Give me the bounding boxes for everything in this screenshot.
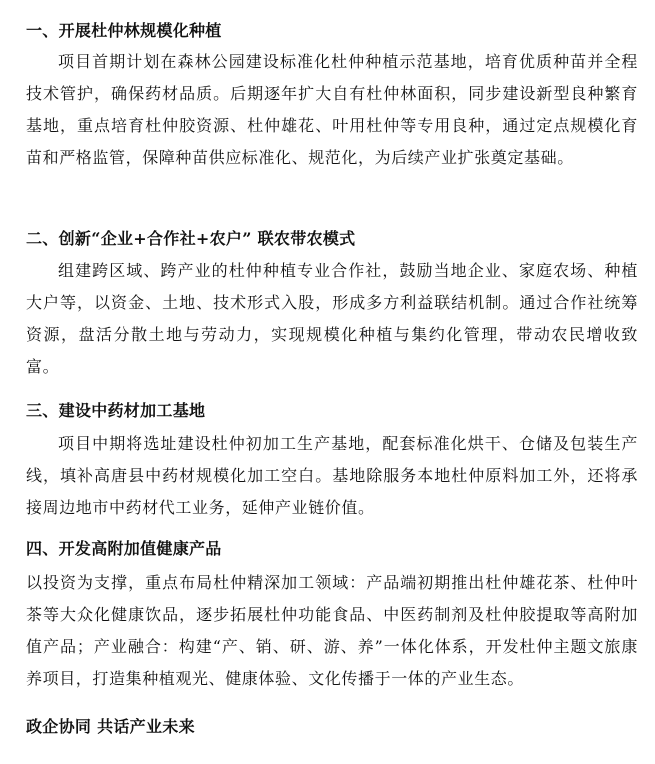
section-paragraph-processing-base: 项目中期将选址建设杜仲初加工生产基地，配套标准化烘干、仓储及包装生产线，填补高唐县中药材规模化加工空白。基地除服务本地杜仲原料加工外，还将承接周边地市中药材代工业务，延伸产业链价值。: [26, 434, 638, 517]
section-heading-health-products: 四、开发高附加值健康产品: [26, 539, 222, 558]
section-paragraph-cooperation-model: 组建跨区域、跨产业的杜仲种植专业合作社，鼓励当地企业、家庭农场、种植大户等，以资金、土地、技术形式入股，形成多方利益联结机制。通过合作社统筹资源，盘活分散土地与劳动力，实现规模化种植与集约化管理，带动农民增收致富。: [26, 261, 638, 376]
closing-heading: 政企协同 共话产业未来: [26, 717, 195, 736]
section-heading-processing-base: 三、建设中药材加工基地: [26, 401, 206, 420]
section-heading-planting: 一、开展杜仲林规模化种植: [26, 21, 222, 40]
section-paragraph-planting: 项目首期计划在森林公园建设标准化杜仲种植示范基地，培育优质种苗并全程技术管护，确保药材品质。后期逐年扩大自有杜仲林面积，同步建设新型良种繁育基地，重点培育杜仲胶资源、杜仲雄花、叶用杜仲等专用良种，通过定点规模化育苗和严格监管，保障种苗供应标准化、规范化，为后续产业扩张奠定基础。: [26, 52, 638, 167]
section-paragraph-health-products: 以投资为支撑，重点布局杜仲精深加工领域：产品端初期推出杜仲雄花茶、杜仲叶茶等大众化健康饮品，逐步拓展杜仲功能食品、中医药制剂及杜仲胶提取等高附加值产品；产业融合：构建“产、销、研、游、养”一体化体系，开发杜仲主题文旅康养项目，打造集种植观光、健康体验、文化传播于一体的产业生态。: [26, 573, 638, 688]
section-heading-cooperation-model: 二、创新“企业+合作社+农户” 联农带农模式: [26, 229, 356, 248]
